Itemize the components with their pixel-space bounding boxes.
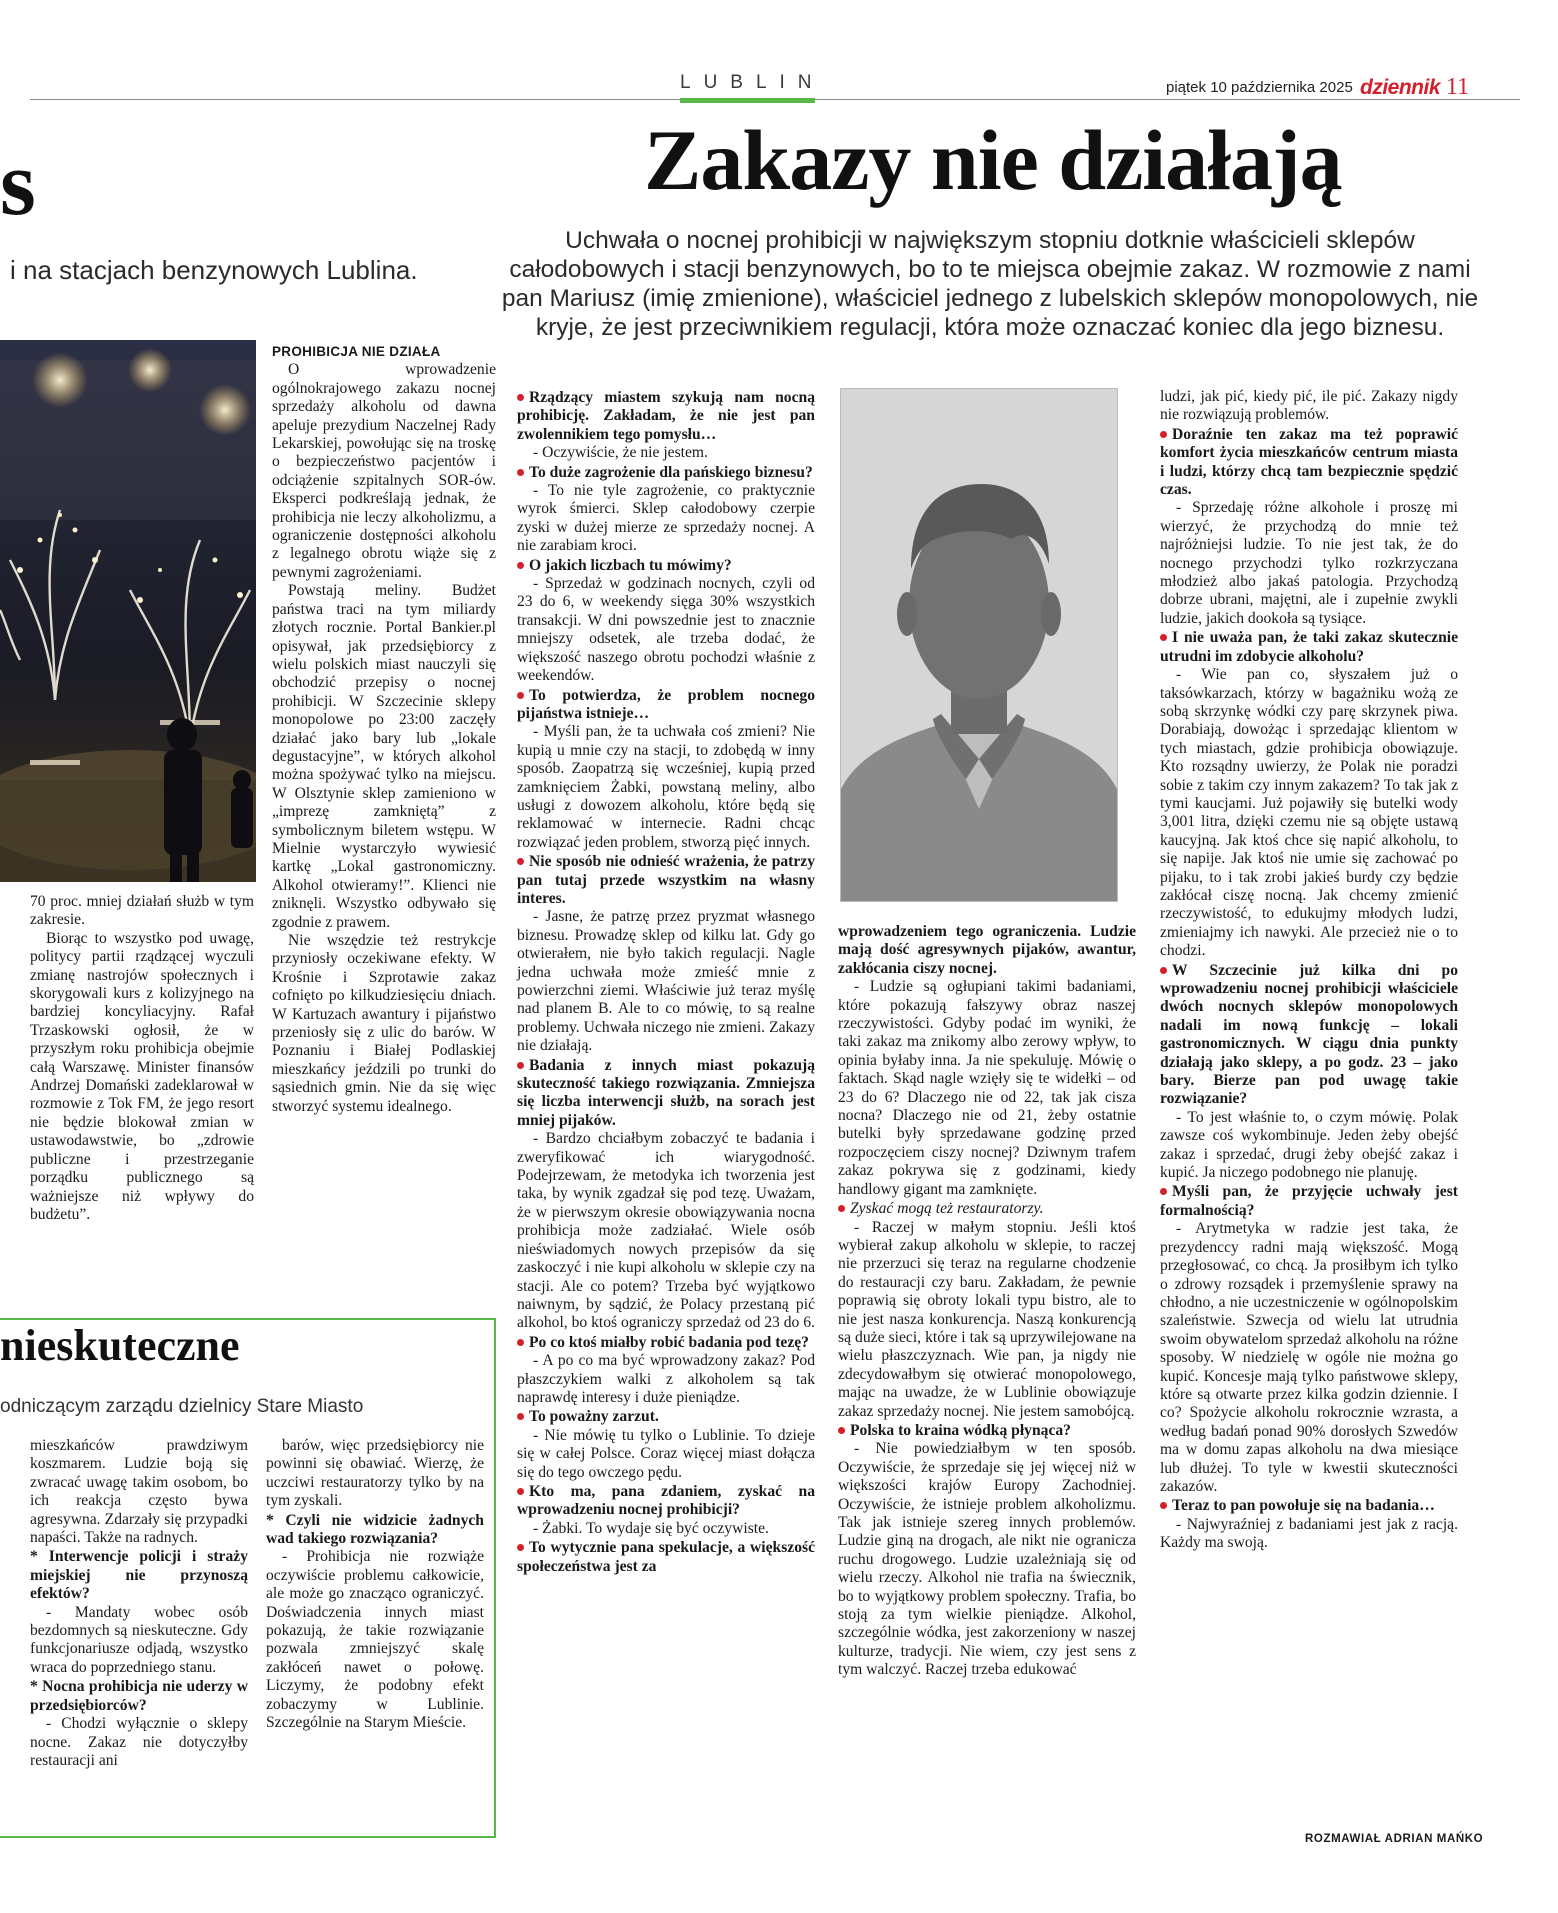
question-bullet-icon [1160, 634, 1167, 641]
paragraph-text: O jakich liczbach tu mówimy? [529, 556, 732, 574]
paragraph-text: To poważny zarzut. [529, 1408, 659, 1426]
interview-question [517, 1539, 815, 1576]
box-border-bottom [0, 1836, 496, 1838]
prev-article-subtitle-fragment: i na stacjach benzynowych Lublina. [10, 255, 418, 285]
article-column-2 [838, 922, 1136, 1680]
prev-article-column-b-text [272, 361, 496, 1116]
interview-question [266, 1512, 484, 1549]
paragraph-text: Badania z innych miast pokazują skuteczność takiego rozwiązania. Zmniejsza się liczba interwencji służb, na sorach jest mniej pijaków. [517, 1056, 815, 1129]
interview-question [30, 1548, 248, 1603]
street-night-photo [0, 340, 256, 882]
section-accent-bar [680, 98, 815, 103]
article-title: Zakazy nie działają [644, 112, 1342, 208]
paragraph-text: ludzi, jak pić, kiedy pić, ile pić. Zakazy nigdy nie rozwiązują problemów. [1160, 388, 1458, 424]
box-column-a [30, 1437, 248, 1770]
paragraph-text: Kto ma, pana zdaniem, zyskać na wprowadzeniu nocnej prohibicji? [517, 1482, 815, 1519]
paragraph-text: - Oczywiście, że nie jestem. [533, 444, 708, 462]
interview-question [30, 1678, 248, 1715]
question-bullet-icon [517, 1062, 524, 1069]
paragraph-text: To duże zagrożenie dla pańskiego biznesu? [529, 463, 813, 481]
interview-answer [1160, 666, 1458, 961]
question-bullet-icon [517, 394, 524, 401]
interview-answer [838, 1219, 1136, 1421]
prev-article-column-a [30, 893, 254, 1224]
question-bullet-icon [517, 692, 524, 699]
paragraph-text: - Ludzie są ogłupiani takimi badaniami, które pokazują fałszywy obraz naszej rzeczywistości. Gdyby podać im wyniki, że taki zakaz ma znikomy albo zerowy wpływ, to opinia byłaby inna. Ja nie spekuluję. Mówię o faktach. Skąd nagle wzięły się te widełki – od 23 do 6? Dlaczego nie od 22, tak jak cisza nocna? Dlaczego nie od 21, żeby ostatnie butelki były sprzedawane godzinę przed rozpoczęciem ciszy nocnej? Dziwnym trafem zakaz pokrywa się z godzinami, kiedy handlowy gigant ma zamknięte. [838, 978, 1136, 1198]
issue-date: piątek 10 października 2025 [1166, 79, 1353, 96]
paragraph-text: barów, więc przedsiębiorcy nie powinni się obawiać. Wierzę, że uczciwi restauratorzy tylko by na tym zyskali. [266, 1437, 484, 1510]
question-bullet-icon [517, 1339, 524, 1346]
paragraph-text: - Najwyraźniej z badaniami jest jak z racją. Każdy ma swoją. [1160, 1515, 1458, 1552]
interview-question [1160, 629, 1458, 666]
interview-question [517, 464, 815, 482]
page-number: 11 [1446, 74, 1470, 100]
paragraph-text: - Wie pan co, słyszałem już o taksówkarzach, którzy w bagażniku wożą ze sobą skrzynkę wódki czy parę skrzynek piwa. Dorabiają, dowożąc i sprzedając klientom w tych miastach, gdzie prohibicja obowiązuje. Kto rozsądny uwierzy, że Polak nie poradzi sobie z takim czy innym zakazem? To tak jak z tymi kaucjami. Już pojawiły się butelki wody 3,001 litra, dzięki czemu nie są objęte ustawą kaucyjną. Jak ktoś chce się napić alkoholu, to się napije. Jak ktoś nie umie się zachować po pijaku, to i tak zrobi jakieś burdy czy będzie zakłócał ciszę nocną. Jak chcemy zmienić rzeczywistość, to edukujmy młodych ludzi, zmieniajmy ich nawyki. Ale przecież nie o to chodzi. [1160, 666, 1458, 960]
interview-answer [838, 978, 1136, 1199]
interview-question [517, 1057, 815, 1131]
paragraph-text: To potwierdza, że problem nocnego pijaństwa istnieje… [517, 686, 815, 722]
paragraph-text: - Nie powiedziałbym w ten sposób. Oczywiście, że sprzedaje się jej więcej niż w większości krajów Europy Zachodniej. Oczywiście, że istnieje problem alkoholizmu. Tak jak istnieje szereg innych problemów. Ludzie giną na drogach, ale nikt nie ogranicza ruchu drogowego. Ludzie uzależniają się od wielu rzeczy. Alkohol nie trafia na świecznik, bo to wyjątkowy problem społeczny. Trafia, bo stoją za tym wielkie pieniądze. Alkohol, szczególnie wódka, jest zakorzeniony w naszej kulturze, tradycji. Nie wiem, czy jest sens z tym walczyć. Raczej trzeba edukować [838, 1440, 1136, 1679]
interview-answer [1160, 1516, 1458, 1553]
paragraph-text: W Szczecinie już kilka dni po wprowadzeniu nocnej prohibicji właściciele dwóch nocnych sklepów monopolowych nadali im nową funkcję – lokali gastronomicznych. W ciągu dnia punkty działają jako sklepy, a po godz. 23 – jako bary. Bierze pan pod uwagę takie rozwiązanie? [1160, 961, 1458, 1108]
prev-article-title-fragment: s [0, 132, 36, 234]
box-title-fragment: nieskuteczne [0, 1321, 240, 1370]
paragraph-text: - Mandaty wobec osób bezdomnych są nieskuteczne. Gdy funkcjonariusze odjadą, wszystko wraca do poprzedniego stanu. [30, 1603, 248, 1676]
paragraph-text: - Chodzi wyłącznie o sklepy nocne. Zakaz nie dotyczyłby restauracji ani [30, 1715, 248, 1769]
article-column-1 [517, 388, 815, 1576]
question-bullet-icon [517, 1413, 524, 1420]
paragraph-text: - Sprzedaję różne alkohole i proszę mi wierzyć, że przychodzą do mnie też najróżniejsi ludzie. To nie jest tak, że do nocnego przychodzi tylko rozkrzyczana młodzież albo jakaś patologia. Przychodzą dobrze ubrani, majętni, ale i zupełnie zwykli ludzie, jakich dookoła są tysiące. [1160, 499, 1458, 627]
interview-question [517, 853, 815, 908]
interview-question [1160, 1183, 1458, 1220]
interview-question [517, 389, 815, 444]
paragraph-text: - Arytmetyka w radzie jest taka, że prezydenccy radni mają większość. Mogą przegłosować, co chcą. Ja prosiłbym ich tylko o zdrowy rozsądek i przemyślenie sprawy na chłodno, a nie uczestniczenie w ogólnopolskim szaleństwie. Szwecja od wielu lat utrudnia swoim obywatelom sprzedaż alkoholu na różne sposoby. W niedzielę w ogóle nie można go kupić. Koncesje mają tylko państwowe sklepy, które są otwarte przez kilka godzin dziennie. I co? Spożycie alkoholu rokrocznie wzrasta, a według badań ponad 90% dorosłych Szwedów ma w domu zapas alkoholu na dwa miesiące lub dłużej. To tyle w kwestii skuteczności zakazów. [1160, 1220, 1458, 1495]
question-bullet-icon [1160, 1502, 1167, 1509]
interview-answer [517, 575, 815, 685]
question-bullet-icon [1160, 431, 1167, 438]
paragraph-text: Nie sposób nie odnieść wrażenia, że patrzy pan tutaj przede wszystkim na własny interes. [517, 853, 815, 907]
interview-answer [517, 908, 815, 1055]
question-bullet-icon [517, 469, 524, 476]
paragraph: Nie wszędzie też restrykcje przyniosły oczekiwane efekty. W Krośnie i Szprotawie zakaz cofnięto po kilkudziesięciu dniach. W Kartuzach awantury i pijaństwo przeniosły się z ulic do barów. W Poznaniu i Białej Podlaskiej mieszkańcy jeździli po trunki do sąsiednich gmin. Nie da się więc stworzyć systemu idealnego. [272, 932, 496, 1115]
paragraph-text: * Czyli nie widzicie żadnych wad takiego rozwiązania? [266, 1511, 484, 1548]
interview-question [838, 1200, 1136, 1218]
question-bullet-icon [1160, 1188, 1167, 1195]
author-signature: ROZMAWIAŁ ADRIAN MAŃKO [1305, 1833, 1484, 1845]
paragraph-text: - Jasne, że patrzę przez pryzmat własnego biznesu. Prowadzę sklep od kilku lat. Gdy go otwierałem, nie było takich regulacji. Nagle jedna uchwała może zmieść mnie z powierzchni ziemi. Właściwie już teraz myślę nad planem B. Ale to co mówię, to są realne problemy. Uchwała niczego nie zmieni. Zakazy nie działają. [517, 908, 815, 1055]
interview-answer [266, 1548, 484, 1732]
paragraph-text: - To jest właśnie to, o czym mówię. Polak zawsze coś wykombinuje. Jeden żeby obejść zakaz i sprzedać, drugi żeby obejść zakaz i kupić. Ja niczego podobnego nie planuję. [1160, 1108, 1458, 1182]
interview-answer [517, 1520, 815, 1538]
question-bullet-icon [838, 1427, 845, 1434]
paragraph-text: wprowadzeniem tego ograniczenia. Ludzie mają dość agresywnych pijaków, awantur, zakłócania ciszy nocnej. [838, 923, 1136, 977]
question-bullet-icon [517, 562, 524, 569]
paragraph-text: Doraźnie ten zakaz ma też poprawić komfort życia mieszkańców centrum miasta i ludzi, którzy chcą tam bezpiecznie spędzić czas. [1160, 425, 1458, 499]
interview-answer [30, 1437, 248, 1547]
interview-answer [30, 1604, 248, 1678]
interview-answer [838, 1440, 1136, 1679]
box-border-right [494, 1318, 496, 1838]
interview-answer [517, 444, 815, 462]
prev-article-column-b [272, 343, 496, 1116]
interview-answer [30, 1715, 248, 1770]
paragraph: 70 proc. mniej działań służb w tym zakresie. [30, 893, 254, 929]
paragraph-text: - Raczej w małym stopniu. Jeśli ktoś wybierał zakup alkoholu w sklepie, to raczej nie przerzuci się teraz na regularne chodzenie do restauracji czy baru. Zakładam, że pewnie poprawią się obroty lokali typu bistro, ale to nie jest nasza konkurencja. Naszą konkurencją są duże sieci, które i tak są uprzywilejowane na wielu płaszczyznach. Wie pan, ja nigdy nie zdecydowałbym się otwierać monopolowego, mając na uwadze, że w Lublinie obowiązuje zakaz sprzedaży nocnej. Nie jestem samobójcą. [838, 1218, 1136, 1420]
section-label: LUBLIN [680, 72, 825, 93]
paragraph-text: Polska to kraina wódką płynąca? [850, 1421, 1071, 1439]
paragraph-text: - Myśli pan, że ta uchwała coś zmieni? Nie kupią u mnie czy na stacji, to zdobędą w inny sposób. Zaopatrzą się wcześniej, kupią przed zamknięciem Żabki, powstaną meliny, albo usługi z dowozem alkoholu, które będą się reklamować w internecie. Radni chcąc rozwiązać jeden problem, stworzą pięć innych. [517, 723, 815, 851]
interview-question [517, 1334, 815, 1352]
question-bullet-icon [517, 1544, 524, 1551]
paragraph: O wprowadzenie ogólnokrajowego zakazu nocnej sprzedaży alkoholu od dawna apeluje prezydium Naczelnej Rady Lekarskiej, powołując się na troskę o bezpieczeństwo pacjentów i odciążenie szpitalnych SOR-ów. Eksperci podkreślają jednak, że prohibicja nie leczy alkoholizmu, a ograniczenie dostępności alkoholu z legalnego obrotu wiąże się z pewnymi zagrożeniami. [272, 361, 496, 581]
interview-answer [1160, 1109, 1458, 1183]
paragraph-text: - Nie mówię tu tylko o Lublinie. To dzieje się w całej Polsce. Coraz więcej miast dołącza się do tego owczego pędu. [517, 1426, 815, 1481]
question-bullet-icon [517, 1488, 524, 1495]
paragraph-text: mieszkańców prawdziwym koszmarem. Ludzie boją się zwracać uwagę takim osobom, bo ich reakcja często bywa agresywna. Zdarzały się przypadki napaści. Także na radnych. [30, 1437, 248, 1547]
interview-question [838, 1422, 1136, 1440]
article-lead: Uchwała o nocnej prohibicji w największym stopniu dotknie właścicieli sklepów całodobowych i stacji benzynowych, bo to te miejsca obejmie zakaz. W rozmowie z nami pan Mariusz (imię zmienione), właściciel jednego z lubelskich sklepów monopolowych, nie kryje, że jest przeciwnikiem regulacji, która może oznaczać koniec dla jego biznesu. [501, 227, 1479, 341]
paragraph-text: To wytycznie pana spekulacje, a większość społeczeństwa jest za [517, 1539, 815, 1575]
paragraph: Powstają meliny. Budżet państwa traci na tym miliardy złotych rocznie. Portal Bankier.pl opisywał, jak przedsiębiorcy z wielu polskich miast nauczyli się obchodzić przepisy o nocnej prohibicji. W Szczecinie sklepy monopolowe po 23:00 zaczęły działać jako bary lub „lokale degustacyjne”, w których alkohol można spożywać tylko na miejscu. W Olsztynie sklep zamieniono w „imprezę zamkniętą” z symbolicznym biletem wstępu. W Mielnie wystarczyło wywiesić kartkę „Lokal gastronomiczny. Alkohol otwieramy!”. Klienci nie zniknęli. Wszystko odbywało się zgodnie z prawem. [272, 582, 496, 931]
paragraph-text: - A po co ma być wprowadzony zakaz? Pod płaszczykiem walki z alkoholem są tak naprawdę interesy i duże pieniądze. [517, 1352, 815, 1406]
paragraph-text: - To nie tyle zagrożenie, co praktycznie wyrok śmierci. Sklep całodobowy czerpie zyski w dużej mierze ze sprzedaży nocnej. A nie zarabiam kroci. [517, 482, 815, 555]
interview-answer [517, 1352, 815, 1407]
paragraph-text: - Prohibicja nie rozwiąże oczywiście problemu całkowicie, ale może go znacząco ograniczyć. Doświadczenia innych miast pokazują, że takie rozwiązanie pozwala zmniejszyć skalę zakłóceń nawet o połowę. Liczymy, że podobny efekt zobaczymy w Lublinie. Szczególnie na Starym Mieście. [266, 1548, 484, 1732]
paragraph-text: Teraz to pan powołuje się na badania… [1172, 1497, 1435, 1515]
interview-answer [1160, 499, 1458, 628]
article-column-3 [1160, 388, 1458, 1553]
interview-question [517, 557, 815, 575]
question-bullet-icon [838, 1205, 845, 1212]
paragraph-text: * Interwencje policji i straży miejskiej nie przynoszą efektów? [30, 1548, 248, 1603]
interview-question [1160, 962, 1458, 1109]
paragraph-text: I nie uważa pan, że taki zakaz skutecznie utrudni im zdobycie alkoholu? [1160, 629, 1458, 665]
paragraph-text: - Żabki. To wydaje się być oczywiste. [533, 1519, 769, 1537]
paragraph-text: Myśli pan, że przyjęcie uchwały jest formalnością? [1160, 1183, 1458, 1219]
interview-answer [517, 723, 815, 852]
box-column-b [266, 1437, 484, 1733]
interview-question [517, 1408, 815, 1426]
paragraph: Biorąc to wszystko pod uwagę, politycy partii rządzącej wyczuli zmianę nastrojów społecznych i skorygowali kurs z kolizyjnego na bardziej koncyliacyjny. Rafał Trzaskowski ogłosił, że w przyszłym roku prohibicja obejmie całą Warszawę. Minister finansów Andrzej Domański zadeklarował w rozmowie z Tok FM, że jego resort nie będzie blokował zmian w ustawodawstwie, bo „zdrowie publiczne i przestrzeganie porządku publicznego są ważniejsze niż wpływy do budżetu”. [30, 929, 254, 1223]
paragraph-text: Po co ktoś miałby robić badania pod tezę? [529, 1333, 809, 1351]
interview-answer [1160, 1220, 1458, 1496]
interview-answer [517, 1130, 815, 1332]
anonymous-person-silhouette-image [840, 388, 1118, 902]
interview-question [517, 687, 815, 724]
interview-answer [517, 1427, 815, 1482]
question-bullet-icon [517, 858, 524, 865]
interview-answer-continued [1160, 388, 1458, 425]
paragraph-text: Zyskać mogą też restauratorzy. [850, 1200, 1044, 1218]
box-subtitle-fragment: odniczącym zarządu dzielnicy Stare Miasto [0, 1396, 364, 1417]
street-night-photo-graphic [0, 340, 256, 882]
newspaper-logo: dziennik [1360, 76, 1441, 99]
interview-question [517, 1483, 815, 1520]
paragraph-text: Rządzący miastem szykują nam nocną prohibicję. Zakładam, że nie jest pan zwolennikiem tego pomysłu… [517, 389, 815, 443]
interview-question [1160, 426, 1458, 500]
prev-article-subheading: PROHIBICJA NIE DZIAŁA [272, 344, 441, 359]
interview-question-continued [838, 923, 1136, 978]
question-bullet-icon [1160, 967, 1167, 974]
person-silhouette-icon [841, 389, 1117, 901]
interview-answer [517, 482, 815, 556]
paragraph-text: - Sprzedaż w godzinach nocnych, czyli od 23 do 6, w weekendy sięga 30% wszystkich transakcji. W dni powszednie jest to znacznie mniejszy odsetek, ale trzeba dodać, że większość naszego obrotu pochodzi właśnie z weekendów. [517, 575, 815, 685]
interview-answer [266, 1437, 484, 1511]
paragraph-text: * Nocna prohibicja nie uderzy w przedsiębiorców? [30, 1678, 248, 1714]
interview-question [1160, 1497, 1458, 1515]
paragraph-text: - Bardzo chciałbym zobaczyć te badania i zweryfikować ich wiarygodność. Podejrzewam, że metodyka ich tworzenia jest taka, by wynik zgadzał się pod tezę. Uważam, że w pierwszym okresie obowiązywania nocna prohibicja może zadziałać. Wiele osób nieświadomych nowych przepisów da się zaskoczyć i nie kupi alkoholu w sklepie czy na stacji. Ale co potem? Trzeba być wyjątkowo naiwnym, by sądzić, że Polacy przestaną pić alkohol, bo ktoś ograniczy sprzedaż od 23 do 6. [517, 1130, 815, 1332]
